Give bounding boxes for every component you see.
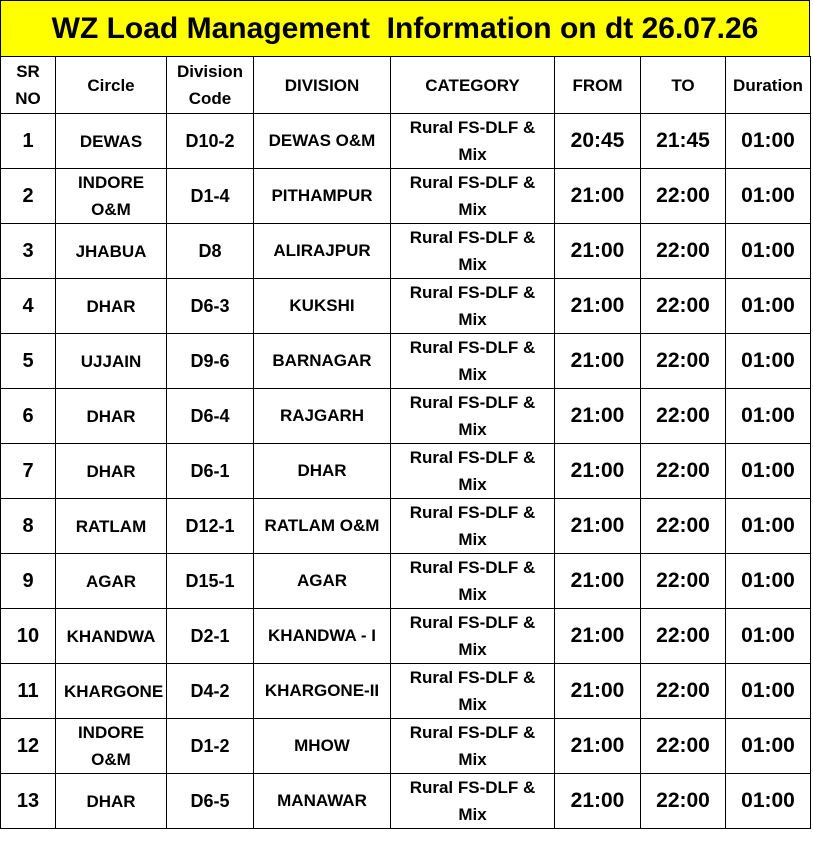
table-row (1, 169, 811, 224)
division-code-cell: D9-6 (167, 334, 254, 389)
circle-cell: DHAR (56, 444, 167, 499)
sr-no-cell: 12 (1, 719, 56, 774)
duration-cell: 01:00 (726, 279, 811, 334)
circle-cell: INDORE O&M (56, 719, 167, 774)
from-time-cell: 20:45 (555, 114, 641, 169)
division-code-cell: D6-5 (167, 774, 254, 829)
division-code-cell: D6-4 (167, 389, 254, 444)
division-code-cell: D15-1 (167, 554, 254, 609)
circle-cell: DHAR (56, 279, 167, 334)
category-cell: Rural FS-DLF & Mix (391, 609, 555, 664)
from-time-cell: 21:00 (555, 279, 641, 334)
from-time-cell: 21:00 (555, 719, 641, 774)
duration-cell: 01:00 (726, 169, 811, 224)
header-division: DIVISION (254, 57, 391, 114)
to-time-cell: 22:00 (641, 279, 726, 334)
to-time-cell: 22:00 (641, 334, 726, 389)
sr-no-cell: 8 (1, 499, 56, 554)
division-code-cell: D8 (167, 224, 254, 279)
to-time-cell: 22:00 (641, 224, 726, 279)
division-cell: ALIRAJPUR (254, 224, 391, 279)
division-code-cell: D6-1 (167, 444, 254, 499)
table-row (1, 664, 811, 719)
duration-cell: 01:00 (726, 719, 811, 774)
sr-no-cell: 7 (1, 444, 56, 499)
division-cell: KUKSHI (254, 279, 391, 334)
sr-no-cell: 9 (1, 554, 56, 609)
table-body (1, 114, 811, 829)
from-time-cell: 21:00 (555, 169, 641, 224)
sr-no-cell: 13 (1, 774, 56, 829)
header-to: TO (641, 57, 726, 114)
to-time-cell: 22:00 (641, 499, 726, 554)
division-cell: DHAR (254, 444, 391, 499)
table-row (1, 499, 811, 554)
from-time-cell: 21:00 (555, 664, 641, 719)
to-time-cell: 22:00 (641, 554, 726, 609)
category-cell: Rural FS-DLF & Mix (391, 114, 555, 169)
sr-no-cell: 11 (1, 664, 56, 719)
from-time-cell: 21:00 (555, 224, 641, 279)
circle-cell: KHANDWA (56, 609, 167, 664)
duration-cell: 01:00 (726, 609, 811, 664)
header-from: FROM (555, 57, 641, 114)
division-cell: MHOW (254, 719, 391, 774)
circle-cell: RATLAM (56, 499, 167, 554)
division-cell: BARNAGAR (254, 334, 391, 389)
category-cell: Rural FS-DLF & Mix (391, 444, 555, 499)
division-code-cell: D1-2 (167, 719, 254, 774)
sr-no-cell: 4 (1, 279, 56, 334)
category-cell: Rural FS-DLF & Mix (391, 279, 555, 334)
from-time-cell: 21:00 (555, 554, 641, 609)
header-division-code: Division Code (167, 57, 254, 114)
header-circle: Circle (56, 57, 167, 114)
duration-cell: 01:00 (726, 224, 811, 279)
division-cell: KHANDWA - I (254, 609, 391, 664)
category-cell: Rural FS-DLF & Mix (391, 774, 555, 829)
from-time-cell: 21:00 (555, 334, 641, 389)
category-cell: Rural FS-DLF & Mix (391, 169, 555, 224)
load-management-table (0, 56, 811, 829)
category-cell: Rural FS-DLF & Mix (391, 389, 555, 444)
table-row (1, 774, 811, 829)
category-cell: Rural FS-DLF & Mix (391, 664, 555, 719)
header-category: CATEGORY (391, 57, 555, 114)
circle-cell: DEWAS (56, 114, 167, 169)
from-time-cell: 21:00 (555, 444, 641, 499)
category-cell: Rural FS-DLF & Mix (391, 224, 555, 279)
division-code-cell: D1-4 (167, 169, 254, 224)
category-cell: Rural FS-DLF & Mix (391, 554, 555, 609)
sr-no-cell: 3 (1, 224, 56, 279)
sr-no-cell: 1 (1, 114, 56, 169)
duration-cell: 01:00 (726, 334, 811, 389)
duration-cell: 01:00 (726, 664, 811, 719)
table-row (1, 224, 811, 279)
sr-no-cell: 6 (1, 389, 56, 444)
circle-cell: DHAR (56, 774, 167, 829)
from-time-cell: 21:00 (555, 499, 641, 554)
table-row (1, 719, 811, 774)
category-cell: Rural FS-DLF & Mix (391, 719, 555, 774)
division-cell: AGAR (254, 554, 391, 609)
category-cell: Rural FS-DLF & Mix (391, 334, 555, 389)
from-time-cell: 21:00 (555, 774, 641, 829)
duration-cell: 01:00 (726, 444, 811, 499)
header-row (1, 57, 811, 114)
division-code-cell: D10-2 (167, 114, 254, 169)
circle-cell: AGAR (56, 554, 167, 609)
table-row (1, 389, 811, 444)
division-code-cell: D2-1 (167, 609, 254, 664)
table-row (1, 554, 811, 609)
circle-cell: KHARGONE (56, 664, 167, 719)
circle-cell: DHAR (56, 389, 167, 444)
circle-cell: INDORE O&M (56, 169, 167, 224)
header-duration: Duration (726, 57, 811, 114)
to-time-cell: 22:00 (641, 774, 726, 829)
to-time-cell: 22:00 (641, 609, 726, 664)
sheet-title: WZ Load Management Information on dt 26.07.26 (0, 0, 810, 57)
duration-cell: 01:00 (726, 774, 811, 829)
division-cell: RAJGARH (254, 389, 391, 444)
table-row (1, 279, 811, 334)
from-time-cell: 21:00 (555, 389, 641, 444)
circle-cell: UJJAIN (56, 334, 167, 389)
division-code-cell: D4-2 (167, 664, 254, 719)
duration-cell: 01:00 (726, 389, 811, 444)
to-time-cell: 22:00 (641, 389, 726, 444)
to-time-cell: 22:00 (641, 664, 726, 719)
category-cell: Rural FS-DLF & Mix (391, 499, 555, 554)
to-time-cell: 22:00 (641, 444, 726, 499)
table-row (1, 609, 811, 664)
from-time-cell: 21:00 (555, 609, 641, 664)
duration-cell: 01:00 (726, 499, 811, 554)
sr-no-cell: 2 (1, 169, 56, 224)
duration-cell: 01:00 (726, 554, 811, 609)
division-code-cell: D6-3 (167, 279, 254, 334)
to-time-cell: 22:00 (641, 169, 726, 224)
sr-no-cell: 10 (1, 609, 56, 664)
division-cell: MANAWAR (254, 774, 391, 829)
division-cell: DEWAS O&M (254, 114, 391, 169)
division-cell: RATLAM O&M (254, 499, 391, 554)
circle-cell: JHABUA (56, 224, 167, 279)
to-time-cell: 22:00 (641, 719, 726, 774)
duration-cell: 01:00 (726, 114, 811, 169)
table-row (1, 334, 811, 389)
table-row (1, 444, 811, 499)
division-code-cell: D12-1 (167, 499, 254, 554)
division-cell: KHARGONE-II (254, 664, 391, 719)
to-time-cell: 21:45 (641, 114, 726, 169)
division-cell: PITHAMPUR (254, 169, 391, 224)
sr-no-cell: 5 (1, 334, 56, 389)
header-sr-no: SR NO (1, 57, 56, 114)
table-row (1, 114, 811, 169)
